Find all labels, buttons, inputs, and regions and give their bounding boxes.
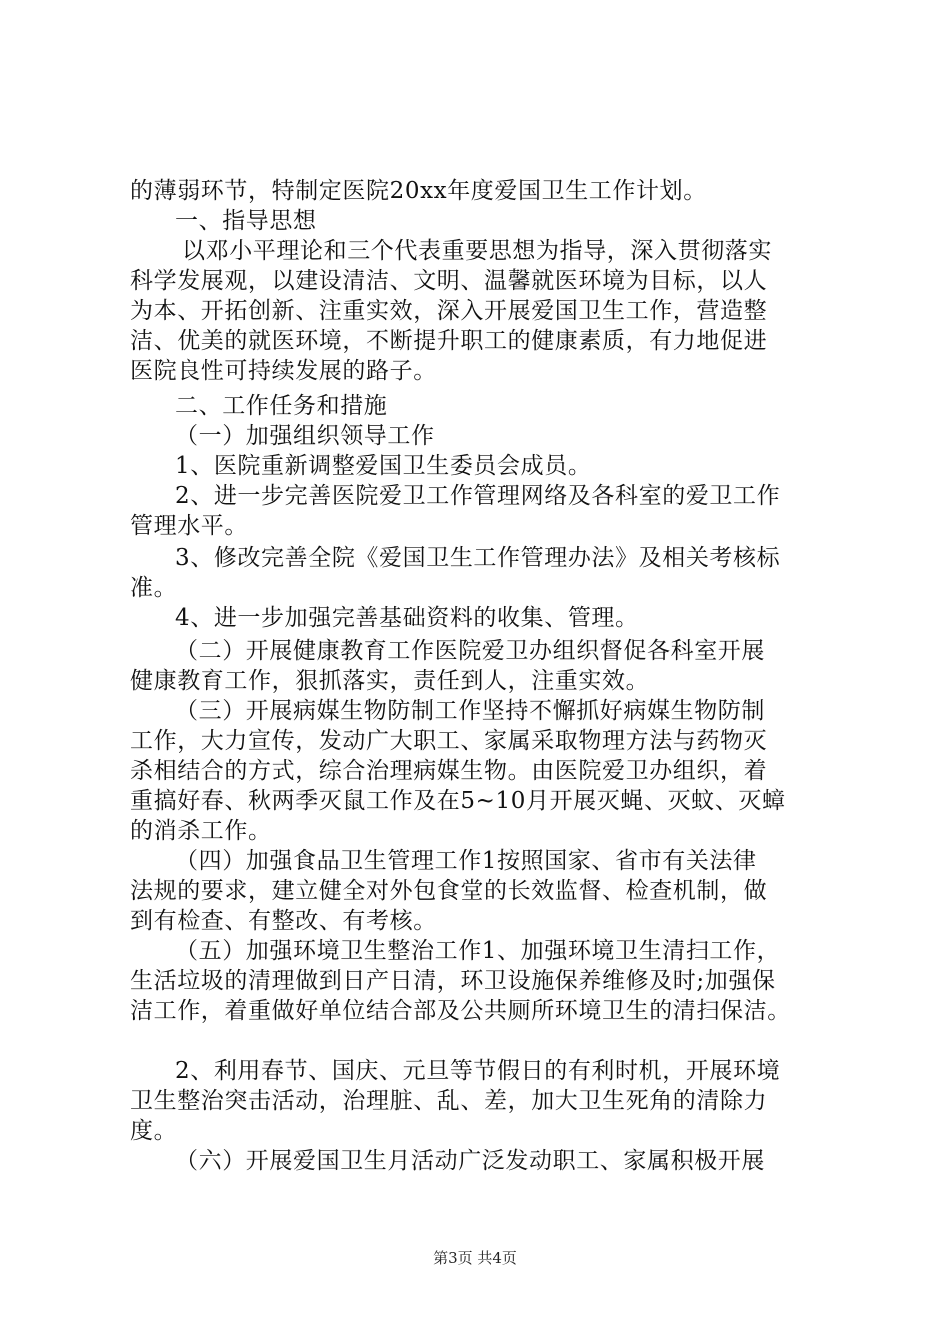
section-heading: 二、工作任务和措施 [175, 393, 388, 419]
body-line: 为本、开拓创新、注重实效，深入开展爱国卫生工作，营造整 [130, 298, 768, 324]
body-line: 1、医院重新调整爱国卫生委员会成员。 [175, 453, 592, 479]
page-number: 第3页 共4页 [433, 1249, 517, 1267]
body-line: 工作，大力宣传，发动广大职工、家属采取物理方法与药物灭 [130, 728, 768, 754]
body-line: 以邓小平理论和三个代表重要思想为指导，深入贯彻落实 [182, 238, 772, 264]
body-line: 度。 [130, 1118, 178, 1144]
body-line: 科学发展观，以建设清洁、文明、温馨就医环境为目标，以人 [130, 268, 768, 294]
body-line: 2、利用春节、国庆、元旦等节假日的有利时机，开展环境 [175, 1058, 781, 1084]
body-line: 洁、优美的就医环境，不断提升职工的健康素质，有力地促进 [130, 328, 768, 354]
body-line: 管理水平。 [130, 513, 248, 539]
subsection-heading: （一）加强组织领导工作 [175, 423, 435, 449]
body-line: 2、进一步完善医院爱卫工作管理网络及各科室的爱卫工作 [175, 483, 781, 509]
subsection-heading: （三）开展病媒生物防制工作坚持不懈抓好病媒生物防制 [175, 698, 765, 724]
subsection-heading: （四）加强食品卫生管理工作1按照国家、省市有关法律 [175, 848, 757, 874]
body-line: 法规的要求，建立健全对外包食堂的长效监督、检查机制，做 [130, 878, 768, 904]
body-line: 杀相结合的方式，综合治理病媒生物。由医院爱卫办组织，着 [130, 758, 768, 784]
body-line: 的薄弱环节，特制定医院20xx年度爱国卫生工作计划。 [130, 178, 707, 204]
body-line: 的消杀工作。 [130, 818, 272, 844]
subsection-heading: （六）开展爱国卫生月活动广泛发动职工、家属积极开展 [175, 1148, 765, 1174]
body-line: 卫生整治突击活动，治理脏、乱、差，加大卫生死角的清除力 [130, 1088, 768, 1114]
subsection-heading: （五）加强环境卫生整治工作1、加强环境卫生清扫工作， [175, 938, 781, 964]
body-line: 重搞好春、秋两季灭鼠工作及在5~10月开展灭蝇、灭蚊、灭蟑 [130, 788, 786, 814]
body-line: 健康教育工作，狠抓落实，责任到人，注重实效。 [130, 668, 650, 694]
body-line: 4、进一步加强完善基础资料的收集、管理。 [175, 605, 639, 631]
section-heading: 一、指导思想 [175, 208, 317, 234]
body-line: 生活垃圾的清理做到日产日清，环卫设施保养维修及时;加强保 [130, 968, 776, 994]
body-line: 医院良性可持续发展的路子。 [130, 358, 437, 384]
body-line: 准。 [130, 575, 178, 601]
body-line: 到有检查、有整改、有考核。 [130, 908, 437, 934]
body-line: 洁工作，着重做好单位结合部及公共厕所环境卫生的清扫保洁。 [130, 998, 791, 1024]
subsection-heading: （二）开展健康教育工作医院爱卫办组织督促各科室开展 [175, 638, 765, 664]
body-line: 3、修改完善全院《爱国卫生工作管理办法》及相关考核标 [175, 545, 781, 571]
